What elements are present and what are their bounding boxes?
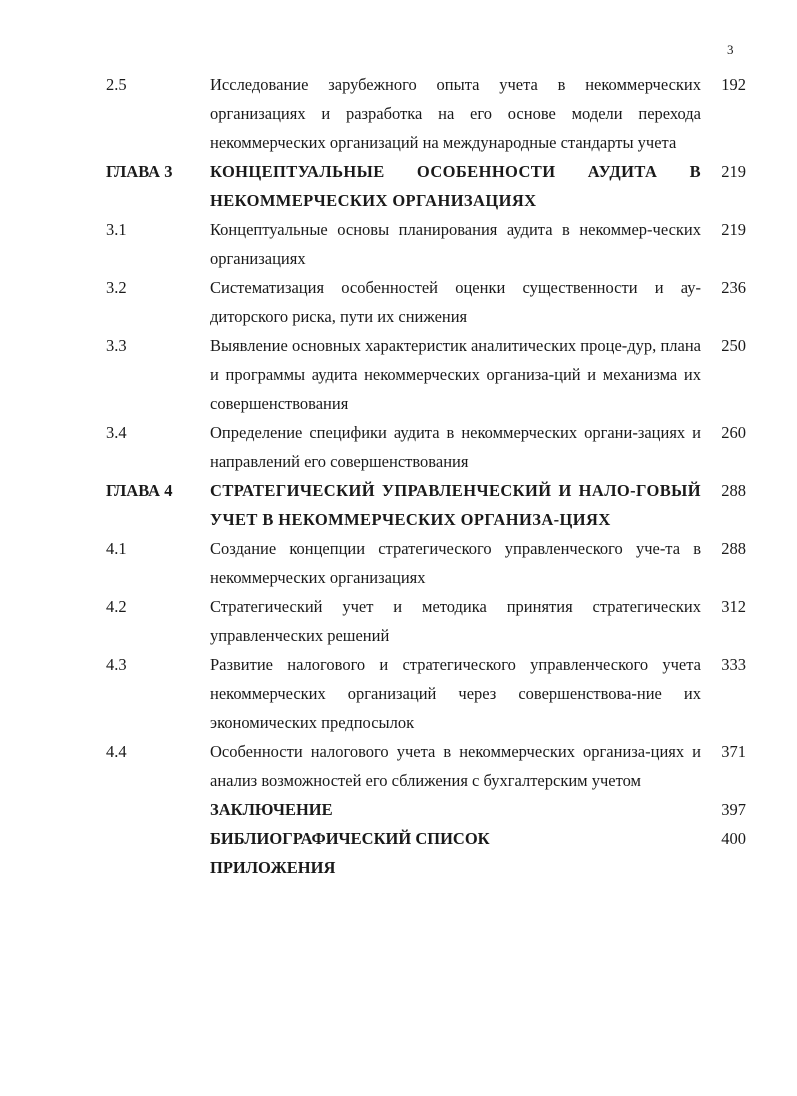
- toc-entry-title: Концептуальные основы планирования аудита в некоммер-ческих организациях: [210, 220, 701, 268]
- toc-entry-page: 312: [721, 597, 746, 616]
- toc-chapter-number: ГЛАВА 4: [106, 481, 173, 500]
- toc-entry-2-5: [106, 70, 746, 157]
- toc-entry-title: Особенности налогового учета в некоммерческих организа-циях и анализ возможностей его сближения с бухгалтерским учетом: [210, 742, 701, 790]
- toc-chapter-3: [106, 157, 746, 215]
- toc-entry-page: 236: [721, 278, 746, 297]
- toc-entry-4-1: [106, 534, 746, 592]
- toc-entry-page: 288: [721, 539, 746, 558]
- toc-entry-page: 333: [721, 655, 746, 674]
- toc-entry-title: Систематизация особенностей оценки существенности и ау-диторского риска, пути их снижения: [210, 278, 701, 326]
- toc-chapter-4: [106, 476, 746, 534]
- toc-entry-3-3: [106, 331, 746, 418]
- table-of-contents: [106, 70, 746, 882]
- toc-entry-page: 219: [721, 162, 746, 181]
- toc-entry-number: 4.2: [106, 597, 127, 616]
- toc-entry-title: Стратегический учет и методика принятия стратегических управленческих решений: [210, 597, 701, 645]
- toc-appendices: [106, 853, 746, 882]
- toc-entry-4-2: [106, 592, 746, 650]
- toc-entry-3-4: [106, 418, 746, 476]
- page-number: 3: [727, 42, 734, 57]
- toc-entry-number: 3.1: [106, 220, 127, 239]
- toc-entry-number: 3.3: [106, 336, 127, 355]
- toc-entry-page: 400: [721, 829, 746, 848]
- toc-bibliography: [106, 824, 746, 853]
- toc-final-title: БИБЛИОГРАФИЧЕСКИЙ СПИСОК: [210, 829, 490, 848]
- toc-entry-number: 3.2: [106, 278, 127, 297]
- toc-entry-title: Определение специфики аудита в некоммерческих органи-зациях и направлений его совершенствования: [210, 423, 701, 471]
- toc-entry-title: Исследование зарубежного опыта учета в некоммерческих организациях и разработка на его основе модели перехода некоммерческих организаций на международные стандарты учета: [210, 75, 701, 152]
- toc-entry-4-4: [106, 737, 746, 795]
- toc-chapter-number: ГЛАВА 3: [106, 162, 173, 181]
- toc-chapter-title: КОНЦЕПТУАЛЬНЫЕ ОСОБЕННОСТИ АУДИТА В НЕКОММЕРЧЕСКИХ ОРГАНИЗАЦИЯХ: [210, 162, 701, 210]
- toc-entry-page: 288: [721, 481, 746, 500]
- toc-entry-page: 219: [721, 220, 746, 239]
- toc-entry-number: 2.5: [106, 75, 127, 94]
- toc-entry-number: 4.4: [106, 742, 127, 761]
- toc-entry-page: 397: [721, 800, 746, 819]
- toc-entry-title: Создание концепции стратегического управленческого уче-та в некоммерческих организациях: [210, 539, 701, 587]
- toc-entry-4-3: [106, 650, 746, 737]
- toc-chapter-title: СТРАТЕГИЧЕСКИЙ УПРАВЛЕНЧЕСКИЙ И НАЛО-ГОВЫЙ УЧЕТ В НЕКОММЕРЧЕСКИХ ОРГАНИЗА-ЦИЯХ: [210, 481, 701, 529]
- toc-entry-number: 3.4: [106, 423, 127, 442]
- toc-conclusion: [106, 795, 746, 824]
- toc-entry-page: 371: [721, 742, 746, 761]
- toc-entry-number: 4.3: [106, 655, 127, 674]
- toc-final-title: ЗАКЛЮЧЕНИЕ: [210, 800, 333, 819]
- toc-entry-page: 192: [721, 75, 746, 94]
- toc-final-title: ПРИЛОЖЕНИЯ: [210, 858, 336, 877]
- toc-entry-page: 260: [721, 423, 746, 442]
- toc-entry-title: Развитие налогового и стратегического управленческого учета некоммерческих организаций через совершенствова-ние их экономических предпосылок: [210, 655, 701, 732]
- toc-entry-3-1: [106, 215, 746, 273]
- toc-entry-page: 250: [721, 336, 746, 355]
- toc-entry-number: 4.1: [106, 539, 127, 558]
- toc-entry-3-2: [106, 273, 746, 331]
- toc-entry-title: Выявление основных характеристик аналитических проце-дур, плана и программы аудита некоммерческих организа-ций и механизма их совершенствования: [210, 336, 701, 413]
